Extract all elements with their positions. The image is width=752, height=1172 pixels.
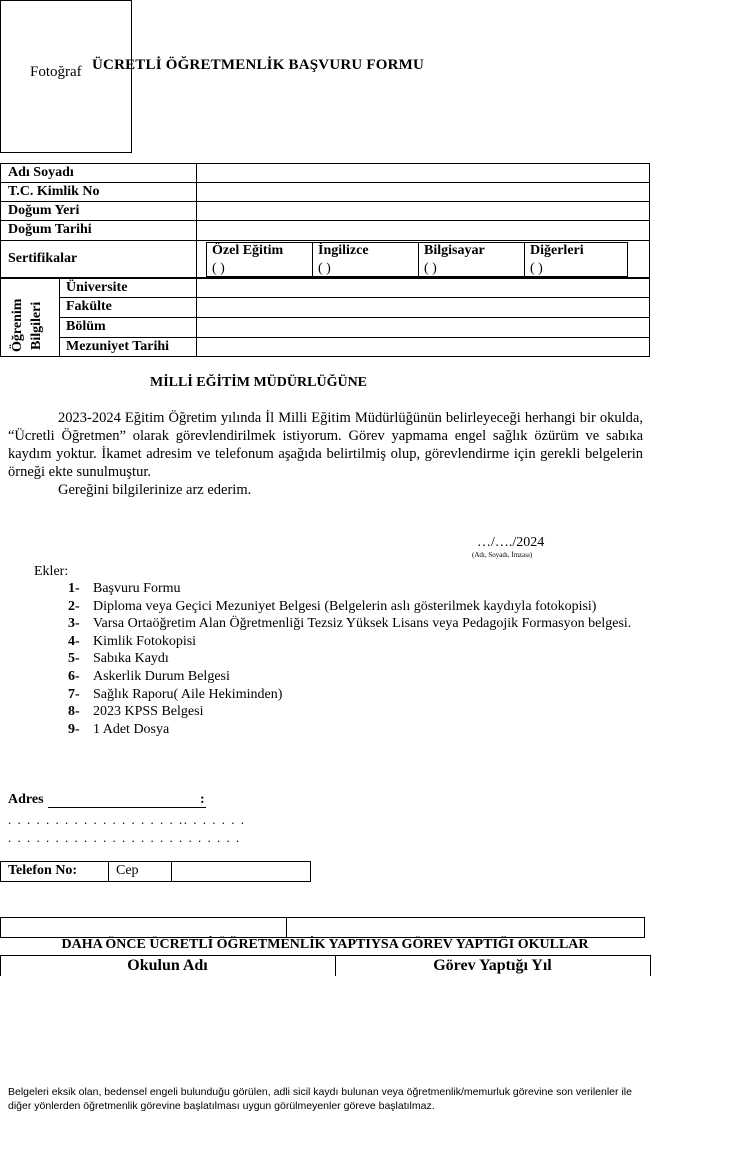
phone-field[interactable]	[174, 863, 308, 880]
divider	[650, 955, 651, 976]
divider	[0, 955, 651, 956]
label-university: Üniversite	[66, 280, 128, 295]
previous-schools-title: DAHA ÖNCE ÜCRETLİ ÖĞRETMENLİK YAPTIYSA GÖREV YAPTIĞI OKULLAR	[61, 937, 589, 952]
column-year: Görev Yaptığı Yıl	[433, 957, 552, 974]
cep-label: Cep	[116, 863, 139, 878]
cert-computer-mark[interactable]: ( )	[424, 261, 437, 276]
address-colon: :	[200, 792, 205, 807]
divider	[0, 182, 650, 183]
graduation-date-field[interactable]	[200, 340, 646, 355]
annex-item	[68, 580, 648, 598]
annex-text: Sabıka Kaydı	[93, 651, 169, 667]
cert-english-mark[interactable]: ( )	[318, 261, 331, 276]
label-certificates: Sertifikalar	[8, 251, 78, 266]
annex-text: Başvuru Formu	[93, 581, 181, 596]
annex-text: 1 Adet Dosya	[93, 721, 170, 737]
annex-text: Sağlık Raporu( Aile Hekiminden)	[93, 686, 283, 702]
education-side-label	[2, 282, 54, 354]
birth-date-field[interactable]	[200, 224, 646, 238]
letter-date[interactable]: …/…./2024	[477, 535, 545, 550]
annex-number: 5-	[68, 651, 80, 667]
address-underline	[48, 807, 206, 808]
divider	[0, 220, 650, 221]
signature-caption: (Adı, Soyadı, İmzası)	[472, 551, 533, 559]
annex-item	[68, 686, 648, 704]
divider	[108, 861, 109, 882]
annex-number: 7-	[68, 686, 80, 702]
cert-computer: Bilgisayar	[424, 243, 485, 258]
annex-number: 1-	[68, 581, 80, 596]
letter-paragraph-1: 2023-2024 Eğitim Öğretim yılında İl Milli Eğitim Müdürlüğünün belirleyeceği herhangi bir okulda, “Ücretli Öğretmen” olarak görevlendirilmek istiyorum. Görev yapmama engel sağlık özürüm ve sabıka kaydım yoktur. İkamet adresim ve telefonum aşağıda belirtilmiş olup, görevlendirme için gerekli belgelerin örneği ekte sunulmuştur.	[8, 410, 643, 480]
divider	[59, 337, 650, 338]
cert-special-education: Özel Eğitim	[212, 243, 284, 258]
education-side-line2: Bilgileri	[29, 301, 44, 350]
divider	[171, 861, 172, 882]
letter-paragraph-2: Gereğini bilgilerinize arz ederim.	[58, 482, 252, 498]
divider	[59, 297, 650, 298]
birth-place-field[interactable]	[200, 205, 646, 218]
address-label: Adres	[8, 792, 44, 807]
annex-item	[68, 721, 648, 739]
extra-row	[0, 917, 645, 938]
annex-number: 2-	[68, 598, 80, 614]
cert-other: Diğerleri	[530, 243, 584, 258]
annex-item	[68, 598, 648, 616]
label-birth-place: Doğum Yeri	[8, 203, 80, 218]
annex-text: Kimlik Fotokopisi	[93, 633, 197, 649]
education-side-line1: Öğrenim	[10, 298, 25, 352]
label-birth-date: Doğum Tarihi	[8, 222, 92, 237]
annex-text: Varsa Ortaöğretim Alan Öğretmenliği Tezsiz Yüksek Lisans veya Pedagojik Formasyon belgesi.	[93, 616, 632, 632]
university-field[interactable]	[200, 281, 646, 295]
phone-label: Telefon No:	[8, 863, 78, 878]
divider	[524, 242, 525, 277]
annex-number: 9-	[68, 721, 80, 737]
annex-item	[68, 633, 648, 651]
divider	[0, 201, 650, 202]
tc-field[interactable]	[200, 186, 646, 199]
annexes-label: Ekler:	[34, 564, 69, 579]
annex-item	[68, 668, 648, 686]
column-school-name: Okulun Adı	[127, 957, 208, 974]
annex-number: 4-	[68, 633, 80, 649]
name-field[interactable]	[200, 167, 646, 180]
cert-other-mark[interactable]: ( )	[530, 261, 543, 276]
label-graduation-date: Mezuniyet Tarihi	[66, 339, 170, 354]
annex-number: 8-	[68, 704, 80, 720]
annex-text: 2023 KPSS Belgesi	[93, 704, 204, 720]
address-line-1[interactable]: . . . . . . . . . . . . . . . . . . .. . . . . . .	[8, 812, 246, 827]
cert-english: İngilizce	[318, 243, 369, 258]
divider	[0, 240, 650, 241]
address-line-2[interactable]: . . . . . . . . . . . . . . . . . . . . . . . . .	[8, 830, 241, 845]
divider	[312, 242, 313, 277]
department-field[interactable]	[200, 320, 646, 335]
annex-number: 3-	[68, 616, 80, 632]
label-name: Adı Soyadı	[8, 165, 74, 180]
divider	[418, 242, 419, 277]
letter-body	[8, 409, 643, 499]
annex-item	[68, 650, 648, 668]
label-faculty: Fakülte	[66, 299, 112, 314]
photo-label: Fotoğraf	[30, 64, 82, 80]
annex-item	[68, 703, 648, 721]
divider	[286, 917, 287, 938]
photo-box[interactable]	[0, 0, 132, 153]
faculty-field[interactable]	[200, 300, 646, 315]
label-tc: T.C. Kimlik No	[8, 184, 100, 199]
footer-note: Belgeleri eksik olan, bedensel engeli bulunduğu görülen, adli sicil kaydı bulunan veya öğretmenlik/memurluk görevine son verilenler ile diğer yönlerden öğretmenlik görevine başlatılması uygun görülmeyenler göreve başlatılmaz.	[8, 1086, 632, 1112]
annex-number: 6-	[68, 668, 80, 684]
label-department: Bölüm	[66, 319, 106, 334]
annex-item	[68, 615, 648, 633]
letter-heading: MİLLİ EĞİTİM MÜDÜRLÜĞÜNE	[150, 375, 368, 390]
annex-text: Askerlik Durum Belgesi	[93, 668, 230, 684]
divider	[59, 317, 650, 318]
form-title: ÜCRETLİ ÖĞRETMENLİK BAŞVURU FORMU	[92, 57, 425, 73]
cert-special-education-mark[interactable]: ( )	[212, 261, 225, 276]
annex-list	[68, 580, 648, 738]
annex-text: Diploma veya Geçici Mezuniyet Belgesi (Belgelerin aslı gösterilmek kaydıyla fotokopisi)	[93, 598, 597, 614]
